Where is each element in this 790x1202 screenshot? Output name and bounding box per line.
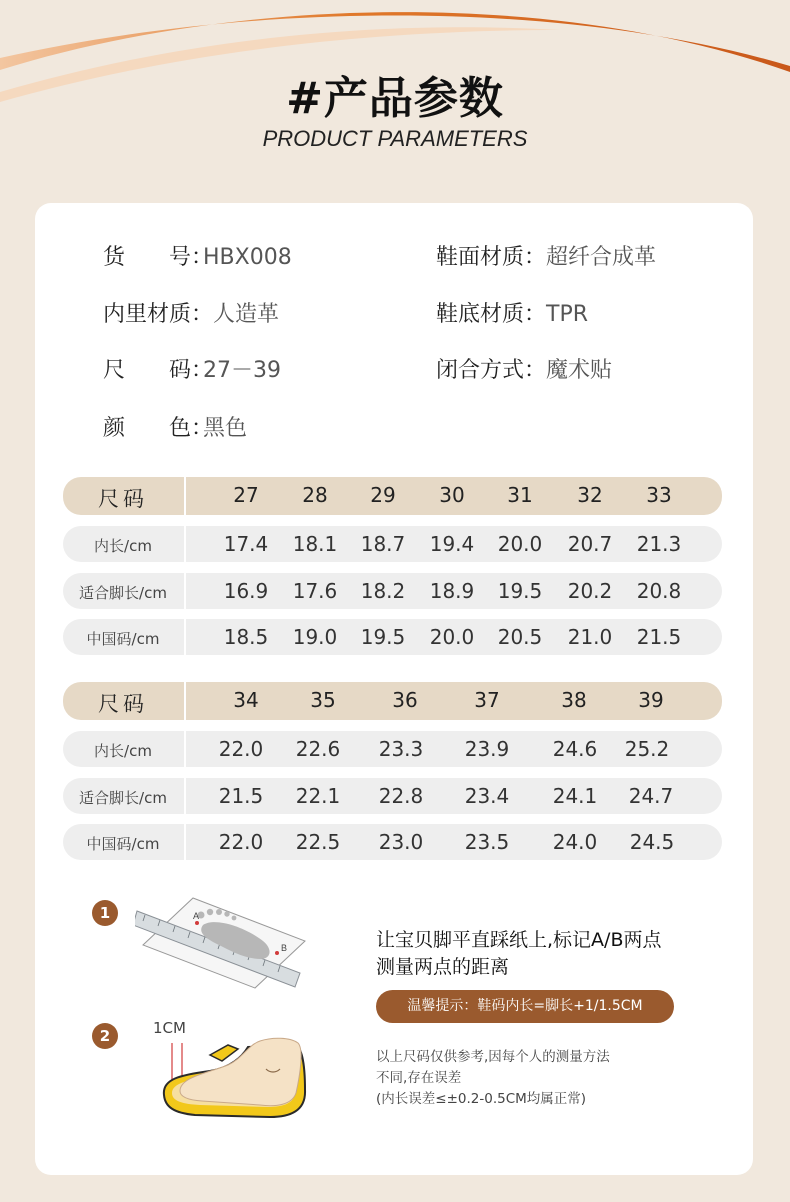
size-cell: 27 — [233, 483, 259, 507]
table-header — [63, 682, 722, 720]
value-cell: 23.3 — [378, 737, 424, 761]
divider — [184, 778, 186, 814]
page-title: #产品参数 — [286, 73, 504, 124]
size-cell: 38 — [561, 688, 587, 712]
divider — [184, 824, 186, 860]
value-cell: 20.2 — [567, 579, 613, 603]
size-cell: 39 — [638, 688, 664, 712]
size-cell: 35 — [310, 688, 336, 712]
param-item-no: 货 号：HBX008 — [103, 245, 292, 270]
value-cell: 25.2 — [624, 737, 670, 761]
size-cell: 31 — [507, 483, 533, 507]
size-header-label: 尺码 — [98, 692, 148, 716]
row-label: 内长/cm — [94, 742, 152, 760]
value-cell: 22.5 — [295, 830, 341, 854]
value-cell: 21.5 — [218, 784, 264, 808]
size-cell: 36 — [392, 688, 418, 712]
divider — [184, 526, 186, 562]
instruction-line-2: 测量两点的距离 — [376, 956, 510, 978]
size-cell: 29 — [370, 483, 396, 507]
value-cell: 20.0 — [429, 625, 475, 649]
value-cell: 24.1 — [552, 784, 598, 808]
note-line-3: (内长误差≤±0.2-0.5CM均属正常) — [376, 1091, 587, 1107]
table-row — [63, 526, 722, 562]
row-label: 中国码/cm — [86, 835, 160, 853]
size-cell: 28 — [302, 483, 328, 507]
value-cell: 20.5 — [497, 625, 543, 649]
table-header — [63, 477, 722, 515]
value-cell: 21.0 — [567, 625, 613, 649]
value-cell: 17.4 — [223, 532, 269, 556]
step-2-badge: 2 — [92, 1023, 118, 1049]
param-closure: 闭合方式：魔术贴 — [436, 358, 613, 383]
divider — [184, 682, 186, 720]
marker-b-label: B — [281, 943, 288, 953]
foot-in-shoe-illustration — [150, 1035, 315, 1125]
row-label: 适合脚长/cm — [79, 584, 167, 602]
row-label: 适合脚长/cm — [79, 789, 167, 807]
value-cell: 22.0 — [218, 830, 264, 854]
value-cell: 18.5 — [223, 625, 269, 649]
table-row — [63, 731, 722, 767]
value-cell: 22.0 — [218, 737, 264, 761]
param-lining-material: 内里材质：人造革 — [103, 302, 280, 327]
table-row — [63, 619, 722, 655]
value-cell: 17.6 — [292, 579, 338, 603]
value-cell: 19.0 — [292, 625, 338, 649]
value-cell: 19.4 — [429, 532, 475, 556]
value-cell: 22.1 — [295, 784, 341, 808]
marker-a-label: A — [193, 911, 200, 921]
divider — [184, 477, 186, 515]
step-1-badge: 1 — [92, 900, 118, 926]
value-cell: 21.5 — [636, 625, 682, 649]
value-cell: 24.5 — [629, 830, 675, 854]
value-cell: 24.7 — [628, 784, 674, 808]
measure-instruction — [376, 927, 716, 981]
table-row — [63, 778, 722, 814]
table-row — [63, 573, 722, 609]
row-label: 中国码/cm — [86, 630, 160, 648]
value-cell: 18.1 — [292, 532, 338, 556]
page-subtitle: PRODUCT PARAMETERS — [262, 126, 528, 151]
value-cell: 24.6 — [552, 737, 598, 761]
table-row — [63, 824, 722, 860]
param-size: 尺 码：27－39 — [103, 358, 281, 383]
param-upper-material: 鞋面材质：超纤合成革 — [436, 245, 657, 270]
disclaimer-note — [376, 1047, 716, 1110]
row-label: 内长/cm — [94, 537, 152, 555]
divider — [184, 731, 186, 767]
size-cell: 37 — [474, 688, 500, 712]
value-cell: 20.7 — [567, 532, 613, 556]
value-cell: 18.7 — [360, 532, 406, 556]
size-cell: 33 — [646, 483, 672, 507]
size-cell: 32 — [577, 483, 603, 507]
foot-ruler-illustration — [135, 893, 310, 993]
size-cell: 34 — [233, 688, 259, 712]
value-cell: 18.9 — [429, 579, 475, 603]
value-cell: 22.8 — [378, 784, 424, 808]
value-cell: 24.0 — [552, 830, 598, 854]
tip-badge: 温馨提示：鞋码内长=脚长+1/1.5CM — [376, 990, 674, 1023]
value-cell: 23.9 — [464, 737, 510, 761]
value-cell: 19.5 — [497, 579, 543, 603]
note-line-2: 不同,存在误差 — [376, 1070, 462, 1086]
value-cell: 18.2 — [360, 579, 406, 603]
size-header-label: 尺码 — [98, 487, 148, 511]
divider — [184, 573, 186, 609]
value-cell: 19.5 — [360, 625, 406, 649]
value-cell: 23.0 — [378, 830, 424, 854]
divider — [184, 619, 186, 655]
value-cell: 22.6 — [295, 737, 341, 761]
value-cell: 16.9 — [223, 579, 269, 603]
param-color: 颜 色：黑色 — [103, 416, 248, 441]
value-cell: 21.3 — [636, 532, 682, 556]
size-cell: 30 — [439, 483, 465, 507]
instruction-line-1: 让宝贝脚平直踩纸上,标记A/B两点 — [376, 929, 662, 951]
value-cell: 23.5 — [464, 830, 510, 854]
value-cell: 20.0 — [497, 532, 543, 556]
value-cell: 23.4 — [464, 784, 510, 808]
note-line-1: 以上尺码仅供参考,因每个人的测量方法 — [376, 1049, 610, 1065]
cm-label: 1CM — [153, 1019, 186, 1037]
value-cell: 20.8 — [636, 579, 682, 603]
param-sole-material: 鞋底材质：TPR — [436, 302, 589, 327]
